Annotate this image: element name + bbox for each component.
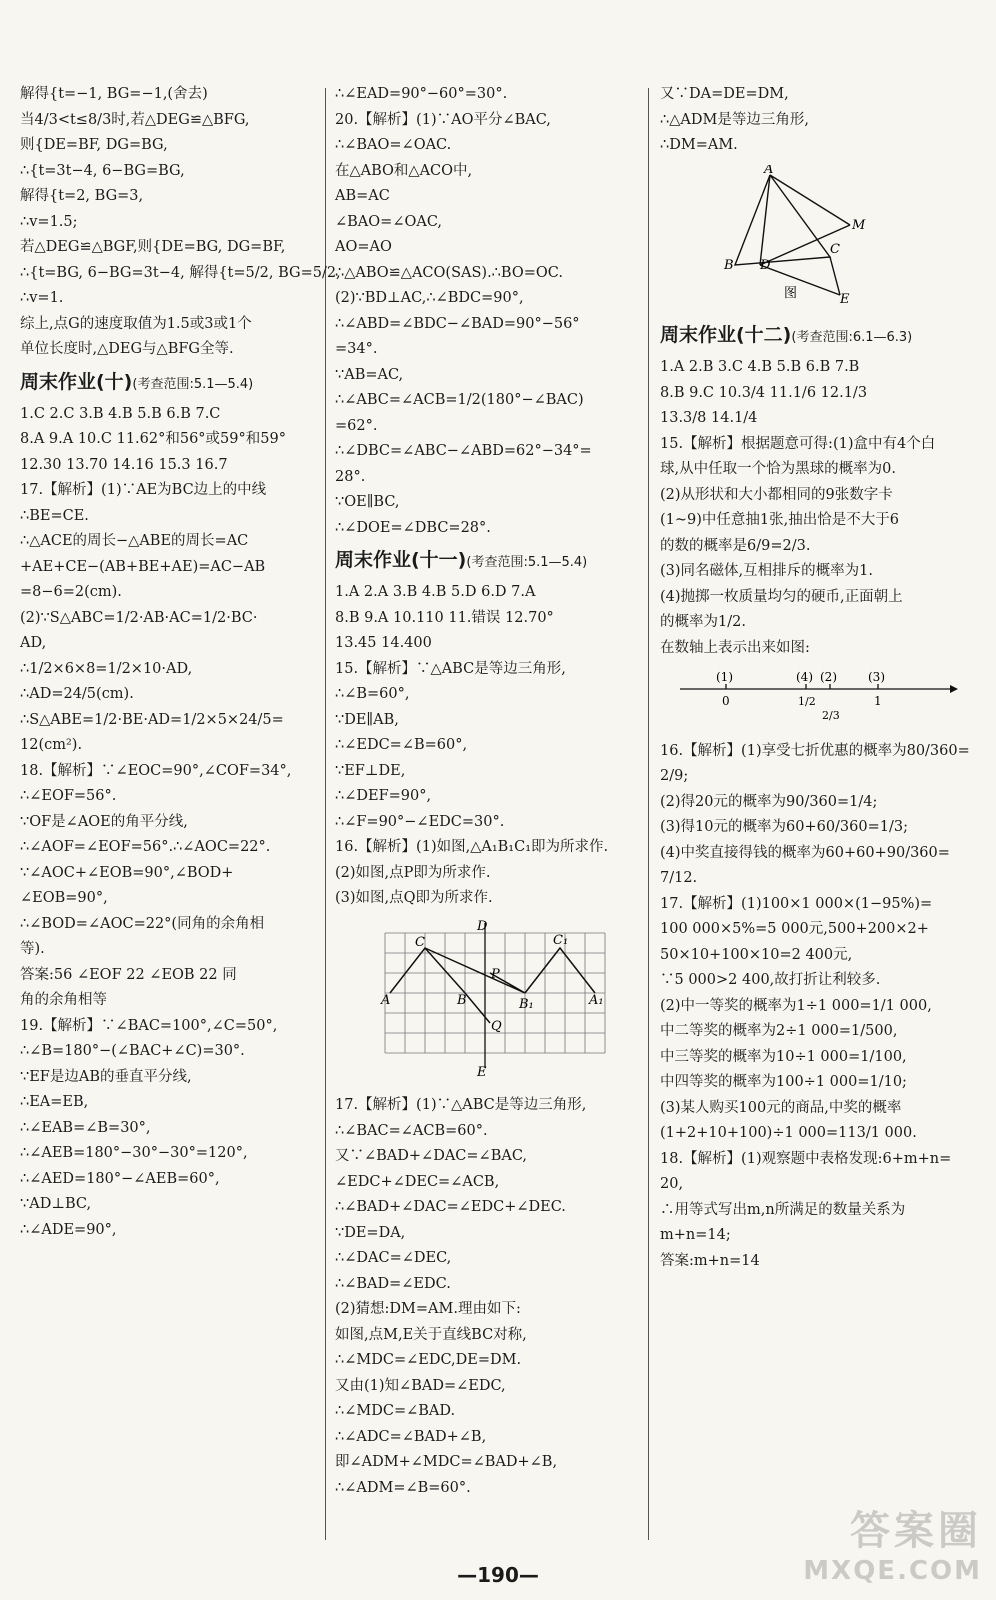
text-line: 又由(1)知∠BAD=∠EDC, [335,1377,506,1394]
text-line: ∴1/2×6×8=1/2×10·AD, [20,660,193,677]
col3-text-block [660,82,972,159]
text-line: ∴AD=24/5(cm). [20,686,134,702]
label-d: D [760,257,771,273]
text-line: ∵AB=AC, [335,366,404,383]
text-line: 的概率为1/2. [660,614,746,630]
text-line: 答案:m+n=14 [660,1252,760,1269]
text-line: 17.【解析】(1)100×1 000×(1−95%)= [660,895,933,912]
text-line: ∴用等式写出m,n所满足的数量关系为 [660,1201,906,1218]
text-line: 又∵DA=DE=DM, [660,86,789,102]
col2-text-block [335,82,647,541]
column-2 [335,82,647,1501]
text-line: ∵∠AOC+∠EOB=90°,∠BOD+ [20,864,234,881]
text-line: 在△ABO和△ACO中, [335,162,473,179]
text-line: ∠BAO=∠OAC, [335,213,443,230]
section-title-10 [20,367,332,400]
text-line: 单位长度时,△DEG与△BFG全等. [20,341,234,357]
text-line: ∴∠F=90°−∠EDC=30°. [335,813,505,830]
number-line [670,667,960,723]
text-line: ∴△ACE的周长−△ABE的周长=AC [20,533,249,549]
col2-answers-block [335,580,647,912]
text-line: ∴△ADM是等边三角形, [660,111,809,128]
col2-solution-block [335,1093,647,1501]
text-line: ∴∠BAD+∠DAC=∠EDC+∠DEC. [335,1199,566,1215]
text-line: 19.【解析】∵∠BAC=100°,∠C=50°, [20,1017,278,1034]
text-line: 8.B 9.C 10.3/4 11.1/6 12.1/3 [660,384,868,401]
text-line: ∠EOB=90°, [20,890,108,906]
nl-label-3: (3) [868,670,885,684]
text-line: 12.30 13.70 14.16 15.3 16.7 [20,456,228,473]
label-d: D [477,918,488,934]
text-line: ∵OF是∠AOE的角平分线, [20,813,188,830]
section-title-text: 周末作业(十二) [660,324,792,346]
text-line: 中二等奖的概率为2÷1 000=1/500, [660,1023,898,1039]
section-title-11 [335,545,647,578]
nl-label-2: (2) [820,670,837,684]
text-line: 12(cm²). [20,737,83,753]
label-q: Q [491,1018,502,1034]
text-line: 角的余角相等 [20,992,107,1008]
label-m: M [852,217,866,233]
column-3 [660,82,972,1274]
text-line: 100 000×5%=5 000元,500+200×2+ [660,921,929,937]
text-line: (2)∵S△ABC=1/2·AB·AC=1/2·BC· [20,609,258,626]
text-line: 球,从中任取一个恰为黑球的概率为0. [660,461,896,477]
label-e: E [477,1064,487,1078]
col3-solution-block [660,739,972,1275]
text-line: AO=AO [335,239,392,255]
watermark-cn: 答案圈 [850,1508,982,1554]
text-line: ∴∠EDC=∠B=60°, [335,737,468,753]
column-divider-2 [648,88,649,1540]
section-title-text: 周末作业(十) [20,370,133,393]
number-line-figure [670,667,972,733]
text-line: ∠EDC+∠DEC=∠ACB, [335,1173,500,1190]
text-line: ∴{t=3t−4, 6−BG=BG, [20,162,185,179]
nl-tick-two-thirds: 2/3 [822,709,840,722]
text-line: 1.A 2.A 3.B 4.B 5.D 6.D 7.A [335,584,536,600]
nl-tick-half: 1/2 [798,695,816,708]
text-line: ∴∠BAC=∠ACB=60°. [335,1122,488,1139]
text-line: ∴v=1. [20,290,64,306]
text-line: 如图,点M,E关于直线BC对称, [335,1326,527,1343]
text-line: ∵EF⊥DE, [335,762,406,779]
nl-tick-0: 0 [722,694,730,708]
text-line: ∴∠AED=180°−∠AEB=60°, [20,1170,220,1187]
text-line: 13.45 14.400 [335,635,432,651]
text-line: 答案:56 ∠EOF 22 ∠EOB 22 同 [20,966,237,983]
text-line: +AE+CE−(AB+BE+AE)=AC−AB [20,558,266,575]
label-a1: A₁ [589,992,604,1008]
text-line: ∵EF是边AB的垂直平分线, [20,1068,192,1085]
text-line: 17.【解析】(1)∵AE为BC边上的中线 [20,482,267,498]
watermark [803,1499,982,1586]
text-line: 15.【解析】∵△ABC是等边三角形, [335,660,566,677]
col1-text-block [20,82,341,363]
label-p: P [491,966,500,982]
text-line: 20.【解析】(1)∵AO平分∠BAC, [335,111,551,128]
text-line: ∴∠EOF=56°. [20,788,117,804]
watermark-url: MXQE.COM [803,1556,982,1586]
text-line: ∴∠MDC=∠EDC,DE=DM. [335,1352,522,1368]
text-line: AD, [20,635,47,651]
text-line: ∴∠EAB=∠B=30°, [20,1119,151,1136]
text-line: ∵OE∥BC, [335,494,400,510]
text-line: m+n=14; [660,1227,731,1243]
text-line: ∴S△ABE=1/2·BE·AD=1/2×5×24/5= [20,711,284,728]
text-line: ∴∠DBC=∠ABC−∠ABD=62°−34°= [335,443,592,459]
text-line: ∴∠AEB=180°−30°−30°=120°, [20,1145,248,1161]
text-line: ∴∠MDC=∠BAD. [335,1403,456,1419]
label-b: B [724,257,734,273]
text-line: ∵AD⊥BC, [20,1196,92,1212]
text-line: ∴∠DAC=∠DEC, [335,1250,452,1266]
text-line: ∴DM=AM. [660,137,738,153]
triangle-diagram [700,165,870,305]
text-line: (3)得10元的概率为60+60/360=1/3; [660,819,908,835]
label-c: C [415,934,425,950]
text-line: ∴∠BAD=∠EDC. [335,1275,451,1292]
text-line: ∴∠AOF=∠EOF=56°.∴∠AOC=22°. [20,839,271,855]
text-line: (4)中奖直接得钱的概率为60+60+90/360= [660,844,950,861]
text-line: ∴∠B=60°, [335,686,410,702]
text-line: 综上,点G的速度取值为1.5或3或1个 [20,315,252,332]
text-line: 即∠ADM+∠MDC=∠BAD+∠B, [335,1454,558,1470]
text-line: 解得{t=2, BG=3, [20,188,144,204]
text-line: (4)抛掷一枚质量均匀的硬币,正面朝上 [660,588,903,605]
text-line: (3)如图,点Q即为所求作. [335,890,493,906]
text-line: (2)从形状和大小都相同的9张数字卡 [660,486,893,503]
text-line: 若△DEG≌△BGF,则{DE=BG, DG=BF, [20,239,286,255]
label-c1: C₁ [553,932,569,948]
label-b1: B₁ [519,996,534,1012]
text-line: =62°. [335,417,378,434]
text-line: 中三等奖的概率为10÷1 000=1/100, [660,1048,907,1065]
triangle-figure [700,165,972,315]
text-line: 18.【解析】∵∠EOC=90°,∠COF=34°, [20,762,292,779]
page-number: —190— [457,1563,539,1587]
text-line: (2)猜想:DM=AM.理由如下: [335,1301,521,1317]
text-line: 1.C 2.C 3.B 4.B 5.B 6.B 7.C [20,405,221,422]
text-line: ∴EA=EB, [20,1094,89,1110]
section-range: (考查范围:6.1—6.3) [791,330,913,345]
col3-answers-block [660,355,972,661]
text-line: 13.3/8 14.1/4 [660,410,758,426]
text-line: ∴v=1.5; [20,213,78,230]
text-line: ∴∠ABC=∠ACB=1/2(180°−∠BAC) [335,392,584,408]
text-line: (1~9)中任意抽1张,抽出恰是不大于6 [660,512,899,528]
nl-label-4: (4) [796,670,813,684]
label-c: C [830,241,840,257]
text-line: ∴∠DEF=90°, [335,788,432,804]
label-a: A [381,992,391,1008]
text-line: 18.【解析】(1)观察题中表格发现:6+m+n= [660,1150,952,1167]
text-line: 则{DE=BF, DG=BG, [20,137,168,153]
text-line: 17.【解析】(1)∵△ABC是等边三角形, [335,1097,587,1113]
text-line: ∵DE∥AB, [335,711,399,728]
text-line: (3)某人购买100元的商品,中奖的概率 [660,1099,902,1116]
text-line: 15.【解析】根据题意可得:(1)盒中有4个白 [660,435,936,452]
text-line: (2)得20元的概率为90/360=1/4; [660,793,878,810]
label-b: B [457,992,467,1008]
text-line: 16.【解析】(1)如图,△A₁B₁C₁即为所求作. [335,839,609,855]
text-line: ∵DE=DA, [335,1224,406,1241]
text-line: ∴∠ABD=∠BDC−∠BAD=90°−56° [335,315,580,332]
text-line: 又∵∠BAD+∠DAC=∠BAC, [335,1148,528,1164]
text-line: 20, [660,1176,684,1192]
section-title-text: 周末作业(十一) [335,549,467,571]
text-line: 8.A 9.A 10.C 11.62°和56°或59°和59° [20,431,286,447]
text-line: ∴BE=CE. [20,507,89,524]
column-1 [20,82,341,1243]
text-line: 28°. [335,468,366,485]
text-line: 50×10+100×10=2 400元, [660,946,853,963]
text-line: 7/12. [660,870,698,886]
section-title-12 [660,320,972,353]
text-line: 的数的概率是6/9=2/3. [660,537,811,554]
text-line: 中四等奖的概率为100÷1 000=1/10; [660,1074,907,1090]
text-line: ∴∠EAD=90°−60°=30°. [335,86,508,102]
text-line: (2)中一等奖的概率为1÷1 000=1/1 000, [660,997,932,1014]
text-line: (1+2+10+100)÷1 000=113/1 000. [660,1125,917,1141]
text-line: 等). [20,941,45,957]
text-line: (2)如图,点P即为所求作. [335,864,491,881]
text-line: 2/9; [660,768,689,784]
text-line: =8−6=2(cm). [20,584,122,600]
text-line: 当4/3<t≤8/3时,若△DEG≌△BFG, [20,111,250,128]
section-range: (考查范围:5.1—5.4) [466,555,588,570]
text-line: ∴∠BAO=∠OAC. [335,137,452,153]
text-line: ∴∠ADC=∠BAD+∠B, [335,1428,487,1445]
text-line: 8.B 9.A 10.110 11.错误 12.70° [335,609,554,626]
section-range: (考查范围:5.1—5.4) [132,376,254,392]
text-line: 1.A 2.B 3.C 4.B 5.B 6.B 7.B [660,359,860,375]
grid-figure [375,918,647,1088]
figure-caption: 图 [784,285,798,301]
text-line: ∴∠ADE=90°, [20,1221,117,1238]
text-line: ∵5 000>2 400,故打折让利较多. [660,972,881,988]
text-line: 16.【解析】(1)享受七折优惠的概率为80/360= [660,742,970,759]
grid-diagram [375,918,615,1078]
text-line: ∴{t=BG, 6−BG=3t−4, 解得{t=5/2, BG=5/2, [20,264,341,281]
text-line: ∴∠DOE=∠DBC=28°. [335,519,491,536]
text-line: ∴∠BOD=∠AOC=22°(同角的余角相 [20,915,265,932]
col1-answers-block [20,402,332,1244]
label-e: E [840,291,850,305]
text-line: ∴∠ADM=∠B=60°. [335,1479,471,1496]
label-a: A [764,164,774,177]
text-line: 解得{t=−1, BG=−1,(舍去) [20,86,208,102]
nl-tick-1: 1 [874,694,882,708]
text-line: (3)同名磁体,互相排斥的概率为1. [660,563,873,579]
text-line: ∴△ABO≌△ACO(SAS).∴BO=OC. [335,264,563,281]
text-line: =34°. [335,341,378,357]
text-line: ∴∠B=180°−(∠BAC+∠C)=30°. [20,1043,245,1059]
nl-label-1: (1) [716,670,733,684]
text-line: 在数轴上表示出来如图: [660,639,810,656]
text-line: (2)∵BD⊥AC,∴∠BDC=90°, [335,290,524,306]
text-line: AB=AC [335,188,390,204]
